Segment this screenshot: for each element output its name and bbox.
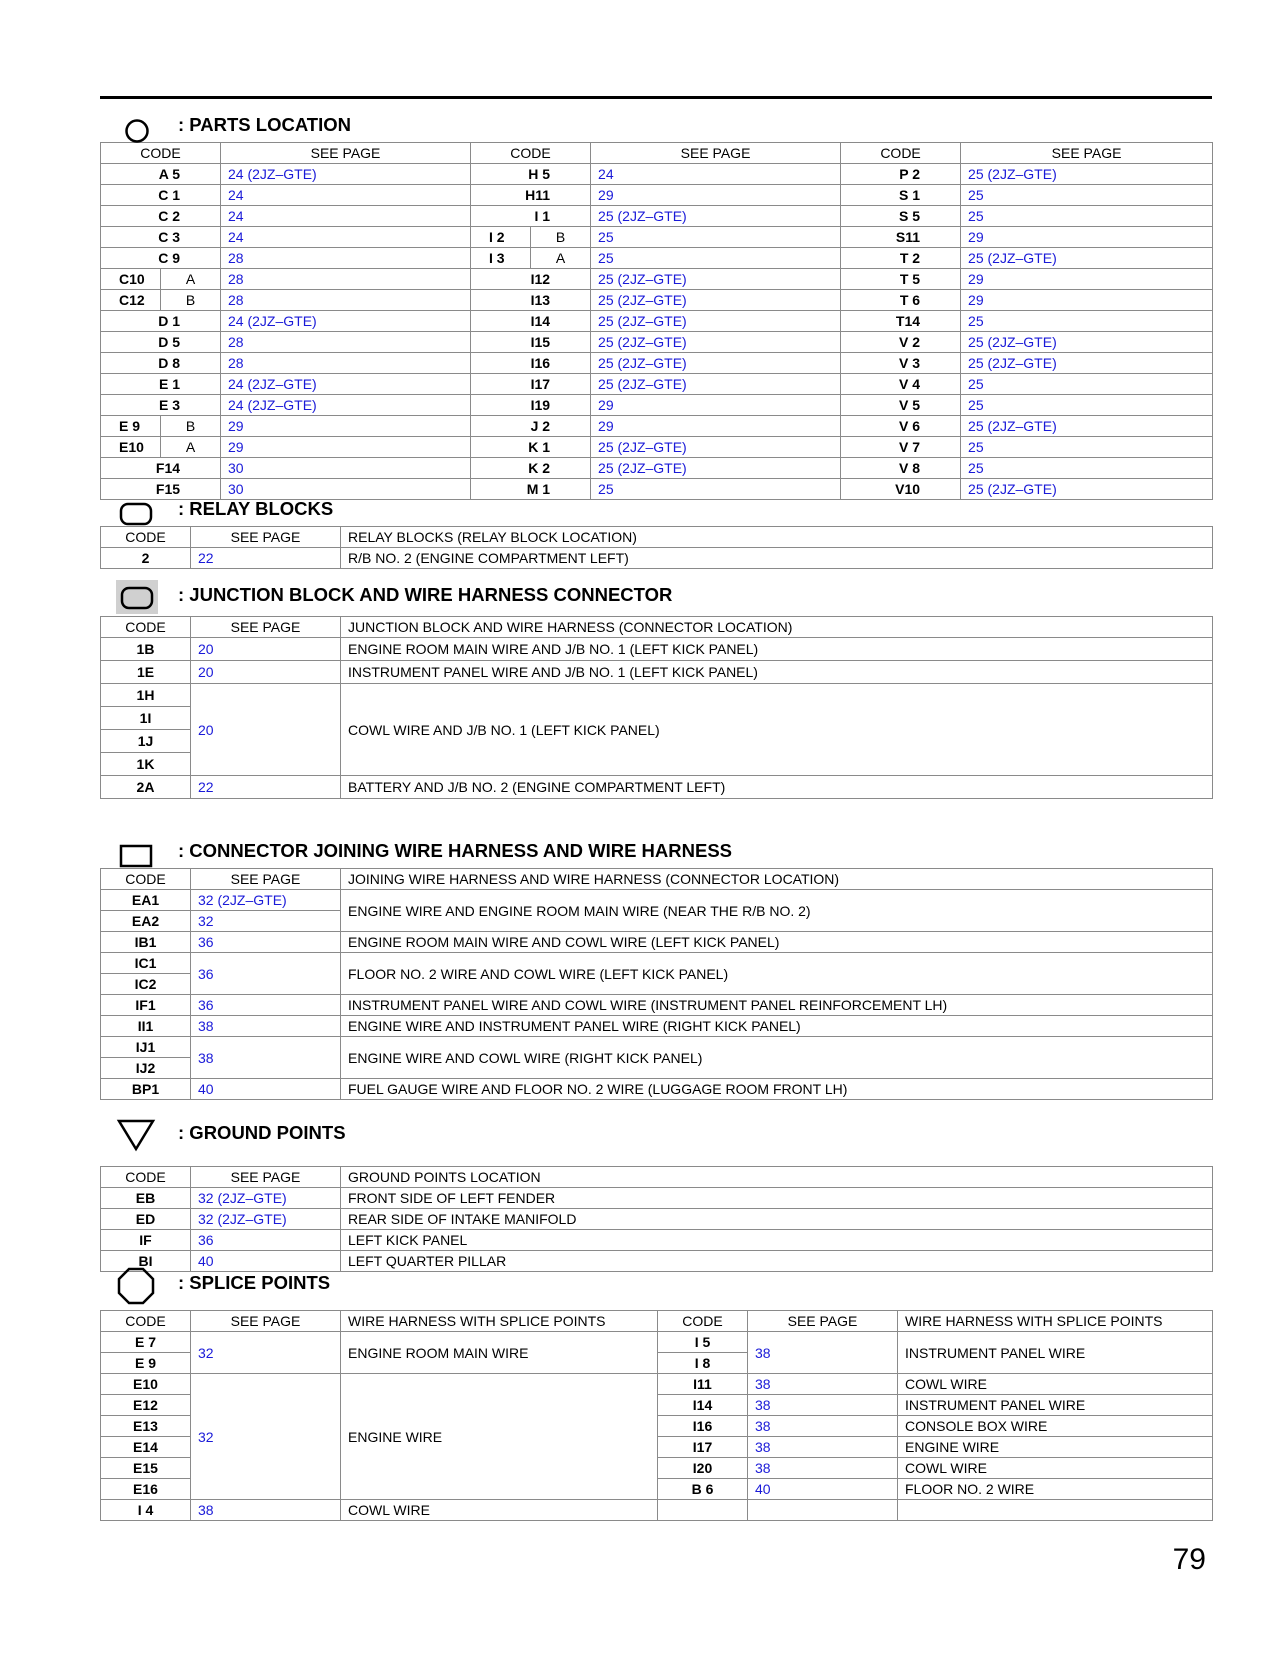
code-cell: T 5 [841,269,961,290]
code-cell: IC1 [101,953,191,974]
page-link[interactable]: 20 [191,661,341,684]
description-cell: INSTRUMENT PANEL WIRE AND COWL WIRE (INSTRUMENT PANEL REINFORCEMENT LH) [341,995,1213,1016]
page-link[interactable]: 25 [591,479,841,500]
code-cell: I 8 [658,1353,748,1374]
code-cell: IJ2 [101,1058,191,1079]
code-cell: P 2 [841,164,961,185]
page-link[interactable]: 29 [221,437,471,458]
page-link[interactable]: 36 [191,995,341,1016]
code-cell: I20 [658,1458,748,1479]
column-header: JOINING WIRE HARNESS AND WIRE HARNESS (CONNECTOR LOCATION) [341,869,1213,890]
connector-section [100,838,1212,1100]
description-cell: FLOOR NO. 2 WIRE AND COWL WIRE (LEFT KICK PANEL) [341,953,1213,995]
code-cell: E10 [101,437,161,458]
table-row [101,1332,1213,1353]
code-cell: F14 [101,458,221,479]
page-link[interactable]: 25 (2JZ–GTE) [961,332,1213,353]
table-row [101,932,1213,953]
ground-points-header [100,1120,1212,1150]
section-title: : CONNECTOR JOINING WIRE HARNESS AND WIRE HARNESS [178,840,733,861]
page-link[interactable]: 29 [961,269,1213,290]
relay-blocks-header [100,496,1212,526]
code-cell: M 1 [471,479,591,500]
table-row [101,1016,1213,1037]
page-link[interactable]: 38 [191,1016,341,1037]
page-link[interactable]: 25 [961,395,1213,416]
column-header: CODE [841,143,961,164]
table-header-row [101,617,1213,638]
column-header: SEE PAGE [191,1311,341,1332]
page-link[interactable]: 28 [221,248,471,269]
description-cell: ENGINE WIRE [341,1374,658,1500]
description-cell: REAR SIDE OF INTAKE MANIFOLD [341,1209,1213,1230]
page-link[interactable]: 20 [191,638,341,661]
code-cell: V 2 [841,332,961,353]
table-row [101,548,1213,569]
page-link[interactable]: 36 [191,932,341,953]
page-link[interactable]: 25 [961,437,1213,458]
page-link[interactable]: 36 [191,953,341,995]
code-cell: I14 [471,311,591,332]
page-link[interactable]: 25 (2JZ–GTE) [961,416,1213,437]
page-link[interactable]: 30 [221,458,471,479]
code-cell: H11 [471,185,591,206]
circle-icon [124,118,150,144]
code-cell: E 9 [101,1353,191,1374]
page-number: 79 [1172,1543,1206,1576]
code-cell: V 5 [841,395,961,416]
table-row [101,1079,1213,1100]
page-link[interactable]: 22 [191,548,341,569]
page-link[interactable]: 40 [191,1079,341,1100]
table-row [101,1209,1213,1230]
code-cell: I13 [471,290,591,311]
code-cell: I 4 [101,1500,191,1521]
description-cell: BATTERY AND J/B NO. 2 (ENGINE COMPARTMENT LEFT) [341,776,1213,799]
page-link[interactable]: 25 (2JZ–GTE) [591,437,841,458]
description-cell: COWL WIRE [898,1458,1213,1479]
description-cell: ENGINE ROOM MAIN WIRE AND COWL WIRE (LEFT KICK PANEL) [341,932,1213,953]
table-row [101,1230,1213,1251]
table-row [101,661,1213,684]
connector-suffix: B [531,227,591,248]
column-header: JUNCTION BLOCK AND WIRE HARNESS (CONNECTOR LOCATION) [341,617,1213,638]
code-cell: E 3 [101,395,221,416]
table-row [101,416,1213,437]
code-cell: I 5 [658,1332,748,1353]
code-cell: 1E [101,661,191,684]
page-link[interactable]: 38 [748,1332,898,1374]
table-row [101,311,1213,332]
page-link[interactable]: 40 [748,1479,898,1500]
code-cell: E13 [101,1416,191,1437]
page-link[interactable]: 29 [591,416,841,437]
page-link[interactable]: 25 (2JZ–GTE) [961,479,1213,500]
connector-header [100,838,1212,868]
page-link[interactable]: 32 [191,1332,341,1374]
code-cell: EA2 [101,911,191,932]
page-link[interactable]: 25 [591,248,841,269]
code-cell: D 5 [101,332,221,353]
table-row [101,1251,1213,1272]
connector-suffix: B [161,416,221,437]
splice-points-section [100,1270,1212,1521]
section-title: : GROUND POINTS [178,1122,346,1143]
page-link[interactable]: 28 [221,353,471,374]
column-header: CODE [101,869,191,890]
code-cell: I19 [471,395,591,416]
page-link[interactable]: 32 [191,911,341,932]
column-header: CODE [101,1311,191,1332]
triangle-down-icon [116,1118,156,1152]
column-header: SEE PAGE [961,143,1213,164]
table-row [101,995,1213,1016]
column-header: CODE [101,617,191,638]
code-cell: IF [101,1230,191,1251]
code-cell: V 8 [841,458,961,479]
page-link[interactable]: 25 (2JZ–GTE) [591,374,841,395]
page-link[interactable]: 25 [961,311,1213,332]
code-cell: 2 [101,548,191,569]
page-link[interactable]: 25 [961,374,1213,395]
code-cell: D 1 [101,311,221,332]
table-row [101,776,1213,799]
page-link[interactable]: 24 (2JZ–GTE) [221,311,471,332]
parts-location-table [100,142,1213,500]
code-cell: V 4 [841,374,961,395]
table-row [101,248,1213,269]
table-row [101,206,1213,227]
parts-location-section [100,112,1212,500]
connector-suffix: A [161,269,221,290]
page-link[interactable]: 25 [961,206,1213,227]
table-header-row [101,527,1213,548]
description-cell: ENGINE ROOM MAIN WIRE [341,1332,658,1374]
code-cell: C 1 [101,185,221,206]
code-cell: 1J [101,730,191,753]
code-cell: 1B [101,638,191,661]
junction-block-header [100,582,1212,612]
code-cell: A 5 [101,164,221,185]
page-link[interactable]: 24 (2JZ–GTE) [221,374,471,395]
page-link[interactable]: 38 [191,1037,341,1079]
page-link[interactable]: 29 [591,185,841,206]
table-row [101,164,1213,185]
page-link[interactable]: 29 [221,416,471,437]
junction-block-section [100,582,1212,799]
page-link[interactable]: 32 (2JZ–GTE) [191,1188,341,1209]
table-row [101,684,1213,707]
code-cell: E 7 [101,1332,191,1353]
table-header-row [101,1311,1213,1332]
column-header: SEE PAGE [221,143,471,164]
code-cell: I12 [471,269,591,290]
code-cell: I16 [471,353,591,374]
code-cell: EA1 [101,890,191,911]
code-cell: V 3 [841,353,961,374]
page-link[interactable]: 32 (2JZ–GTE) [191,1209,341,1230]
code-cell: S 5 [841,206,961,227]
page-link[interactable]: 25 (2JZ–GTE) [591,311,841,332]
page-link[interactable]: 24 (2JZ–GTE) [221,164,471,185]
code-cell: D 8 [101,353,221,374]
page-link[interactable]: 29 [961,227,1213,248]
column-header: SEE PAGE [191,869,341,890]
empty-cell [748,1500,898,1521]
code-cell: I17 [658,1437,748,1458]
splice-points-table [100,1310,1213,1521]
page-link[interactable]: 22 [191,776,341,799]
column-header: SEE PAGE [748,1311,898,1332]
empty-cell [898,1500,1213,1521]
code-cell: I15 [471,332,591,353]
table-row [101,353,1213,374]
page-link[interactable]: 25 (2JZ–GTE) [591,458,841,479]
column-header: SEE PAGE [191,527,341,548]
code-cell: E16 [101,1479,191,1500]
connector-suffix: B [161,290,221,311]
page-link[interactable]: 30 [221,479,471,500]
page-link[interactable]: 25 [961,458,1213,479]
code-cell: IB1 [101,932,191,953]
code-cell: 1H [101,684,191,707]
connector-table [100,868,1213,1100]
description-cell: ENGINE WIRE AND ENGINE ROOM MAIN WIRE (NEAR THE R/B NO. 2) [341,890,1213,932]
code-cell: V10 [841,479,961,500]
code-cell: H 5 [471,164,591,185]
description-cell: LEFT QUARTER PILLAR [341,1251,1213,1272]
code-cell: IF1 [101,995,191,1016]
page-link[interactable]: 24 (2JZ–GTE) [221,395,471,416]
description-cell: INSTRUMENT PANEL WIRE AND J/B NO. 1 (LEFT KICK PANEL) [341,661,1213,684]
code-cell: E15 [101,1458,191,1479]
code-cell: ED [101,1209,191,1230]
code-cell: K 1 [471,437,591,458]
code-cell: E 9 [101,416,161,437]
page-link[interactable]: 24 [221,206,471,227]
column-header: SEE PAGE [591,143,841,164]
column-header: CODE [471,143,591,164]
page-link[interactable]: 24 [221,185,471,206]
empty-cell [658,1500,748,1521]
column-header: CODE [101,527,191,548]
table-row [101,227,1213,248]
page-link[interactable]: 38 [748,1395,898,1416]
code-cell: B 6 [658,1479,748,1500]
section-title: : RELAY BLOCKS [178,498,334,519]
table-row [101,1188,1213,1209]
code-cell: C 3 [101,227,221,248]
description-cell: FUEL GAUGE WIRE AND FLOOR NO. 2 WIRE (LUGGAGE ROOM FRONT LH) [341,1079,1213,1100]
column-header: WIRE HARNESS WITH SPLICE POINTS [341,1311,658,1332]
ground-points-section [100,1120,1212,1272]
description-cell: FLOOR NO. 2 WIRE [898,1479,1213,1500]
relay-blocks-table [100,526,1213,569]
code-cell: 2A [101,776,191,799]
rect-icon [119,844,153,868]
page-link[interactable]: 28 [221,332,471,353]
section-title: : PARTS LOCATION [178,114,351,135]
table-row [101,437,1213,458]
code-cell: EB [101,1188,191,1209]
code-cell: I 1 [471,206,591,227]
column-header: GROUND POINTS LOCATION [341,1167,1213,1188]
page-link[interactable]: 25 (2JZ–GTE) [961,164,1213,185]
table-row [101,395,1213,416]
description-cell: ENGINE WIRE AND INSTRUMENT PANEL WIRE (RIGHT KICK PANEL) [341,1016,1213,1037]
page-link[interactable]: 24 [221,227,471,248]
code-cell: C 2 [101,206,221,227]
page-link[interactable]: 25 (2JZ–GTE) [591,332,841,353]
code-cell: IC2 [101,974,191,995]
page-link[interactable]: 20 [191,684,341,776]
description-cell: COWL WIRE AND J/B NO. 1 (LEFT KICK PANEL) [341,684,1213,776]
code-cell: T 2 [841,248,961,269]
description-cell: ENGINE WIRE AND COWL WIRE (RIGHT KICK PANEL) [341,1037,1213,1079]
table-row [101,185,1213,206]
table-header-row [101,1167,1213,1188]
table-row [101,1374,1213,1395]
code-cell: BI [101,1251,191,1272]
code-cell: 1I [101,707,191,730]
code-cell: I11 [658,1374,748,1395]
code-cell: S 1 [841,185,961,206]
page-link[interactable]: 25 (2JZ–GTE) [591,353,841,374]
code-cell: S11 [841,227,961,248]
section-title: : SPLICE POINTS [178,1272,331,1293]
section-title: : JUNCTION BLOCK AND WIRE HARNESS CONNECTOR [178,584,673,605]
table-row [101,953,1213,974]
description-cell: LEFT KICK PANEL [341,1230,1213,1251]
table-row [101,1500,1213,1521]
page-link[interactable]: 38 [748,1458,898,1479]
description-cell: ENGINE ROOM MAIN WIRE AND J/B NO. 1 (LEFT KICK PANEL) [341,638,1213,661]
page-link[interactable]: 25 (2JZ–GTE) [591,206,841,227]
column-header: RELAY BLOCKS (RELAY BLOCK LOCATION) [341,527,1213,548]
page-link[interactable]: 40 [191,1251,341,1272]
table-row [101,638,1213,661]
column-header: WIRE HARNESS WITH SPLICE POINTS [898,1311,1213,1332]
page-link[interactable]: 32 (2JZ–GTE) [191,890,341,911]
code-cell: T 6 [841,290,961,311]
splice-points-header [100,1270,1212,1304]
code-cell: C10 [101,269,161,290]
page-link[interactable]: 25 (2JZ–GTE) [591,290,841,311]
table-row [101,332,1213,353]
connector-suffix: A [161,437,221,458]
page-link[interactable]: 38 [748,1437,898,1458]
page-link[interactable]: 25 [961,185,1213,206]
table-row [101,269,1213,290]
code-cell: I 3 [471,248,531,269]
column-header: CODE [658,1311,748,1332]
page-link[interactable]: 25 (2JZ–GTE) [591,269,841,290]
code-cell: I16 [658,1416,748,1437]
code-cell: I 2 [471,227,531,248]
junction-block-table [100,616,1213,799]
page-link[interactable]: 32 [191,1374,341,1500]
page-link[interactable]: 24 [591,164,841,185]
page-link[interactable]: 25 (2JZ–GTE) [961,248,1213,269]
code-cell: T14 [841,311,961,332]
ground-points-table [100,1166,1213,1272]
page-link[interactable]: 25 (2JZ–GTE) [961,353,1213,374]
code-cell: E10 [101,1374,191,1395]
code-cell: C 9 [101,248,221,269]
code-cell: E12 [101,1395,191,1416]
code-cell: F15 [101,479,221,500]
page-link[interactable]: 25 [591,227,841,248]
code-cell: E 1 [101,374,221,395]
code-cell: IJ1 [101,1037,191,1058]
table-row [101,890,1213,911]
column-header: SEE PAGE [191,1167,341,1188]
column-header: SEE PAGE [191,617,341,638]
rounded-rect-icon [119,502,153,526]
code-cell: V 6 [841,416,961,437]
code-cell: II1 [101,1016,191,1037]
code-cell: V 7 [841,437,961,458]
connector-suffix: A [531,248,591,269]
parts-location-header [100,112,1212,142]
description-cell: CONSOLE BOX WIRE [898,1416,1213,1437]
description-cell: COWL WIRE [898,1374,1213,1395]
code-cell: 1K [101,753,191,776]
table-row [101,290,1213,311]
description-cell: COWL WIRE [341,1500,658,1521]
description-cell: FRONT SIDE OF LEFT FENDER [341,1188,1213,1209]
relay-blocks-section [100,496,1212,569]
code-cell: C12 [101,290,161,311]
code-cell: BP1 [101,1079,191,1100]
page-link[interactable]: 38 [748,1416,898,1437]
page-link[interactable]: 36 [191,1230,341,1251]
table-row [101,374,1213,395]
parts-location-body [101,143,1213,500]
description-cell: INSTRUMENT PANEL WIRE [898,1395,1213,1416]
table-row [101,458,1213,479]
page-link[interactable]: 29 [591,395,841,416]
code-cell: J 2 [471,416,591,437]
code-cell: I14 [658,1395,748,1416]
code-cell: E14 [101,1437,191,1458]
code-cell: K 2 [471,458,591,479]
description-cell: INSTRUMENT PANEL WIRE [898,1332,1213,1374]
page-link[interactable]: 29 [961,290,1213,311]
octagon-icon [116,1266,156,1306]
rounded-rect-shaded-icon [120,586,154,610]
table-header-row [101,869,1213,890]
code-cell: I17 [471,374,591,395]
description-cell: ENGINE WIRE [898,1437,1213,1458]
description-cell: R/B NO. 2 (ENGINE COMPARTMENT LEFT) [341,548,1213,569]
page-link[interactable]: 38 [191,1500,341,1521]
column-header: CODE [101,1167,191,1188]
top-rule [100,96,1212,99]
table-row [101,1037,1213,1058]
page-link[interactable]: 28 [221,290,471,311]
page-link[interactable]: 38 [748,1374,898,1395]
page-link[interactable]: 28 [221,269,471,290]
table-header-row [101,143,1213,164]
column-header: CODE [101,143,221,164]
